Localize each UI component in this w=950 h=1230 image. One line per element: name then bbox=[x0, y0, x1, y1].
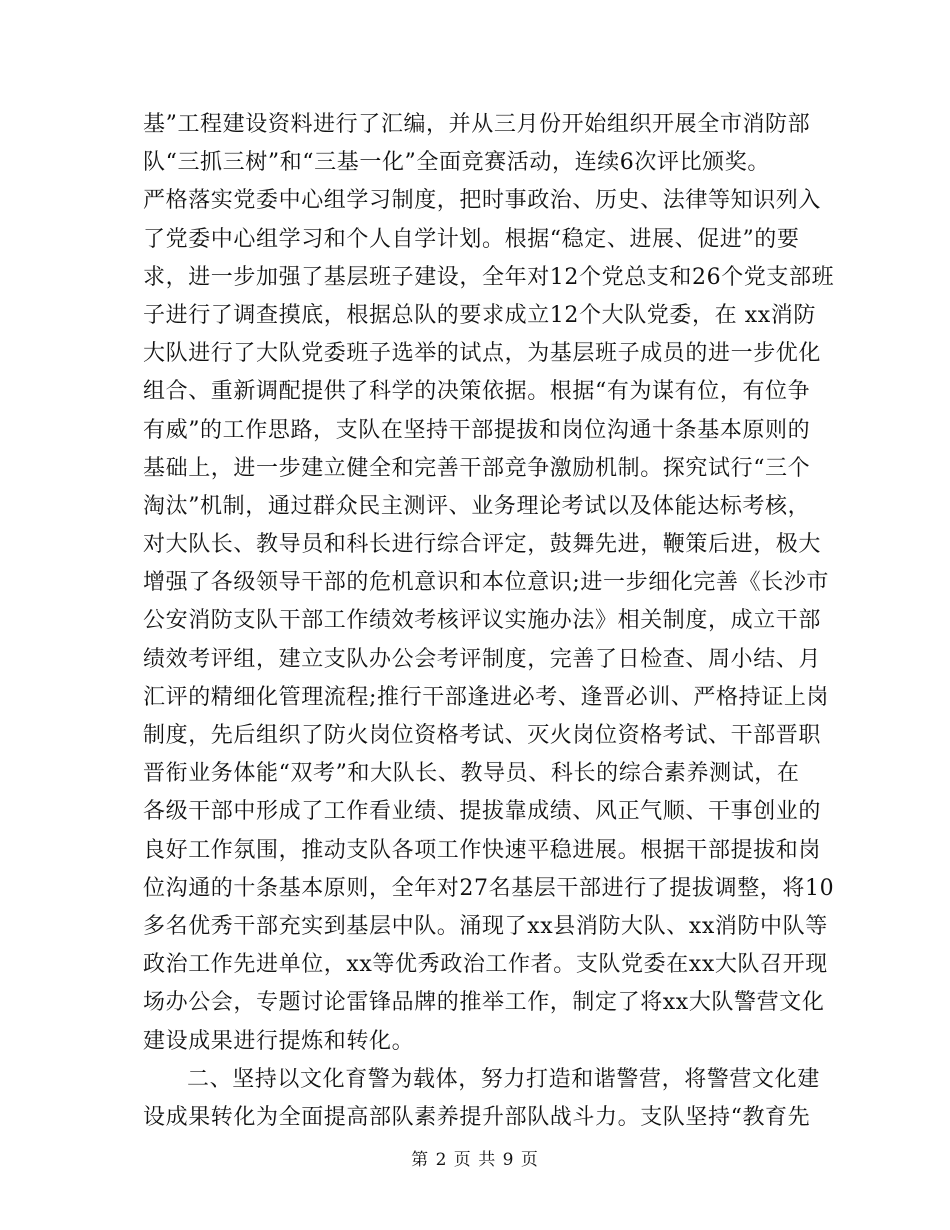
text-line: 基”工程建设资料进行了汇编，并从三月份开始组织开展全市消防部 bbox=[143, 112, 811, 137]
text-line: 场办公会，专题讨论雷锋品牌的推举工作，制定了将xx大队警营文化 bbox=[143, 990, 825, 1016]
text-line: 政治工作先进单位，xx等优秀政治工作者。支队党委在xx大队召开现 bbox=[143, 952, 828, 978]
text-line: 汇评的精细化管理流程;推行干部逢进必考、逢晋必训、严格持证上岗 bbox=[143, 684, 830, 710]
text-line: 基础上，进一步建立健全和完善干部竞争激励机制。探究试行“三个 bbox=[143, 455, 811, 481]
text-line: 设成果转化为全面提高部队素养提升部队战斗力。支队坚持“教育先 bbox=[143, 1104, 811, 1130]
text-line: 制度，先后组织了防火岗位资格考试、灭火岗位资格考试、干部晋职 bbox=[143, 723, 822, 748]
text-line: 位沟通的十条基本原则，全年对27名基层干部进行了提拔调整，将10 bbox=[143, 875, 835, 901]
text-line: 晋衔业务体能“双考”和大队长、教导员、科长的综合素养测试，在 bbox=[143, 761, 800, 787]
text-line: 淘汰”机制，通过群众民主测评、业务理论考试以及体能达标考核， bbox=[143, 493, 811, 519]
text-line: 组合、重新调配提供了科学的决策依据。根据“有为谋有位，有位争 bbox=[143, 379, 811, 405]
text-line: 对大队长、教导员和科长进行综合评定，鼓舞先进，鞭策后进，极大 bbox=[143, 532, 822, 558]
text-line: 各级干部中形成了工作看业绩、提拔靠成绩、风正气顺、干事创业的 bbox=[143, 799, 822, 825]
text-line: 公安消防支队干部工作绩效考核评议实施办法》相关制度，成立干部 bbox=[143, 608, 822, 634]
text-line: 增强了各级领导干部的危机意识和本位意识;进一步细化完善《长沙市 bbox=[143, 570, 830, 596]
text-line: 大队进行了大队党委班子选举的试点，为基层班子成员的进一步优化 bbox=[143, 341, 822, 367]
body-text bbox=[143, 106, 835, 1137]
text-line: 求，进一步加强了基层班子建设，全年对12个党总支和26个党支部班 bbox=[143, 264, 835, 290]
text-line: 了党委中心组学习和个人自学计划。根据“稳定、进展、促进”的要 bbox=[143, 226, 800, 252]
text-line: 有威”的工作思路，支队在坚持干部提拔和岗位沟通十条基本原则的 bbox=[143, 417, 811, 443]
text-line: 建设成果进行提炼和转化。 bbox=[143, 1028, 415, 1054]
text-line: 严格落实党委中心组学习制度，把时事政治、历史、法律等知识列入 bbox=[143, 188, 822, 214]
page-number-footer: 第 2 页 共 9 页 bbox=[411, 1150, 539, 1170]
text-line: 多名优秀干部充实到基层中队。涌现了xx县消防大队、xx消防中队等 bbox=[143, 913, 828, 939]
text-line: 绩效考评组，建立支队办公会考评制度，完善了日检查、周小结、月 bbox=[143, 646, 822, 672]
text-line: 队“三抓三树”和“三基一化”全面竞赛活动，连续6次评比颁奖。 bbox=[143, 150, 770, 176]
paragraph-first-line: 二、坚持以文化育警为载体，努力打造和谐警营，将警营文化建 bbox=[187, 1066, 820, 1092]
text-line: 子进行了调查摸底，根据总队的要求成立12个大队党委，在 xx消防 bbox=[143, 302, 817, 328]
text-line: 良好工作氛围，推动支队各项工作快速平稳进展。根据干部提拔和岗 bbox=[143, 837, 822, 863]
